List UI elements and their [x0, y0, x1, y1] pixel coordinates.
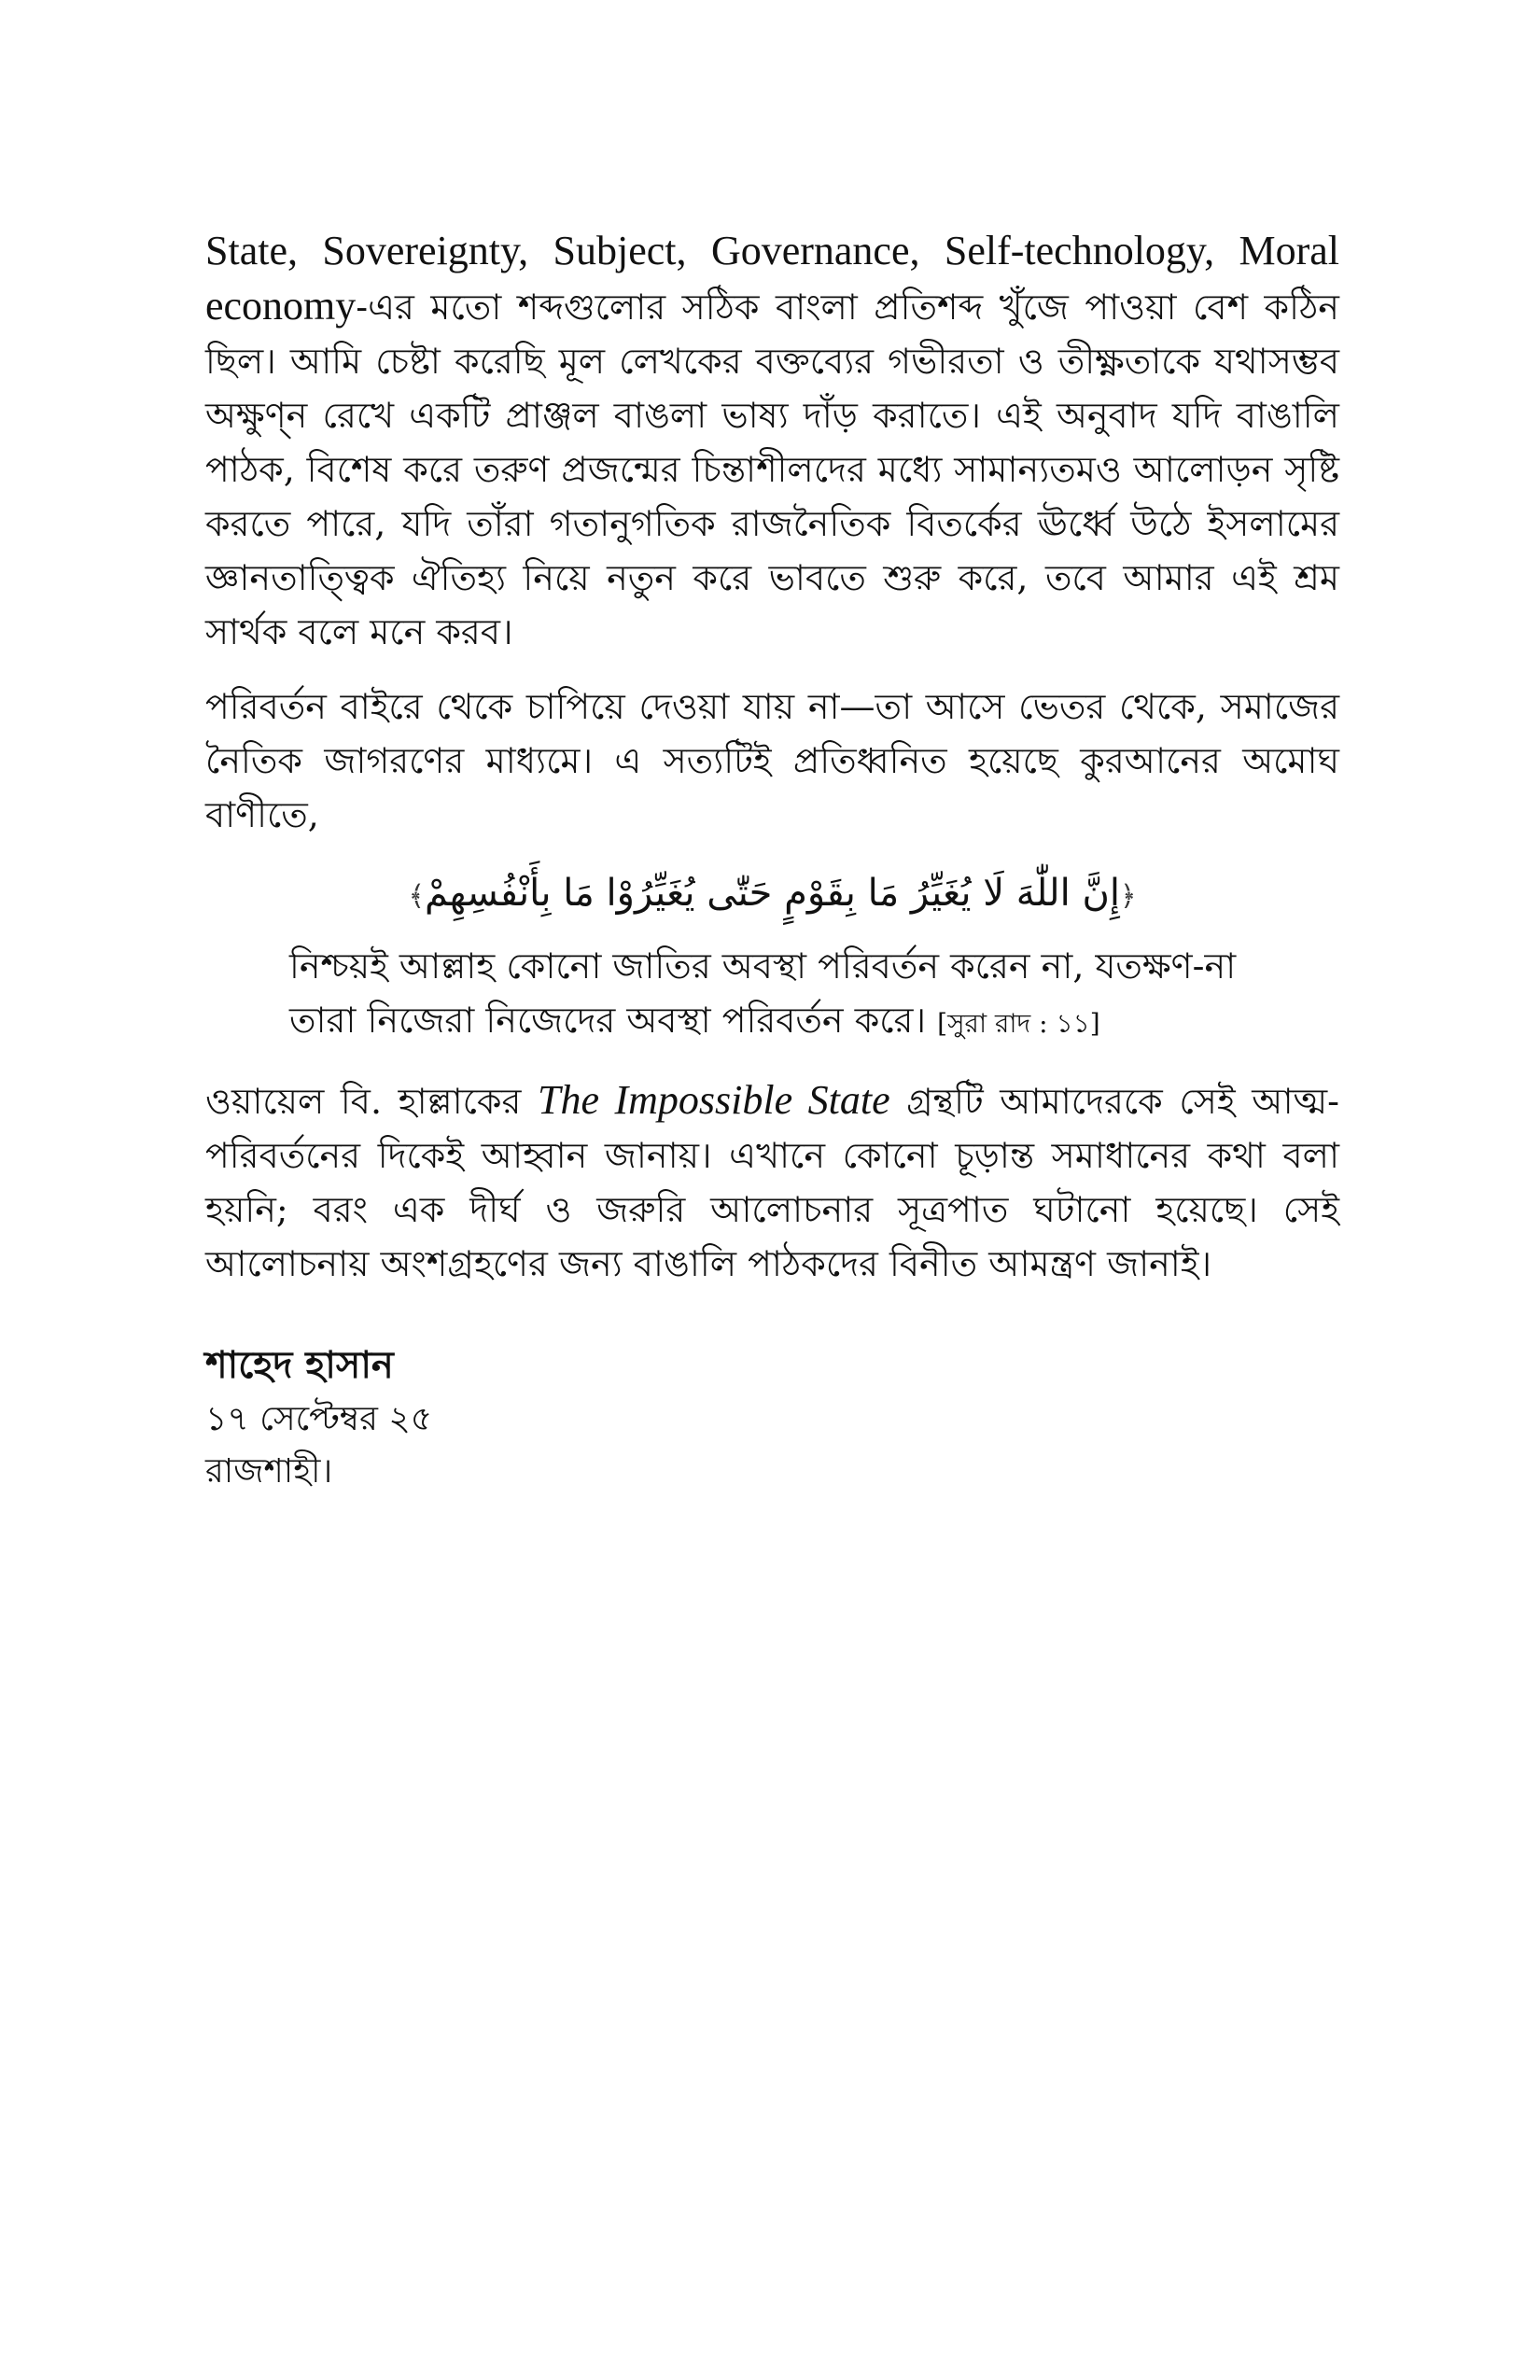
- paragraph-3-lead: ওয়ায়েল বি. হাল্লাকের: [205, 1081, 538, 1122]
- english-terms: State, Sovereignty, Subject, Governance, Self-technology, Moral economy: [205, 228, 1339, 329]
- signature-place: রাজশাহী।: [205, 1452, 333, 1491]
- paragraph-3-text: গ্রন্থটি আমাদেরকে সেই আত্ম-পরিবর্তনের দিকেই আহ্বান জানায়। এখানে কোনো চূড়ান্ত সমাধানের কথা বলা হয়নি; বরং এক দীর্ঘ ও জরুরি আলোচনার সূত্রপাত ঘটানো হয়েছে। সেই আলোচনায় অংশগ্রহণের জন্য বাঙালি পাঠকদের বিনীত আমন্ত্রণ জানাই।: [205, 1081, 1339, 1284]
- arabic-verse: [205, 861, 1339, 930]
- signature-block: [205, 1337, 1339, 1498]
- signature-date: ১৭ সেপ্টেম্বর ২৫: [205, 1400, 433, 1438]
- verse-translation-text: নিশ্চয়ই আল্লাহ কোনো জাতির অবস্থা পরিবর্তন করেন না, যতক্ষণ-না তারা নিজেরা নিজেদের অবস্থা পরিবর্তন করে।: [289, 945, 1237, 1041]
- paragraph-book-invitation: [205, 1073, 1339, 1291]
- verse-citation: [সুরা রাদ : ১১]: [937, 1008, 1100, 1039]
- paragraph-translation-note: [205, 224, 1339, 659]
- paragraph-change: পরিবর্তন বাইরে থেকে চাপিয়ে দেওয়া যায় না—তা আসে ভেতর থেকে, সমাজের নৈতিক জাগরণের মাধ্যমে। এ সত্যটিই প্রতিধ্বনিত হয়েছে কুরআনের অমোঘ বাণীতে,: [205, 686, 1339, 835]
- verse-close-bracket: ﴾: [408, 880, 426, 913]
- author-name: শাহেদ হাসান: [205, 1343, 394, 1387]
- paragraph-1-text: -এর মতো শব্দগুলোর সঠিক বাংলা প্রতিশব্দ খুঁজে পাওয়া বেশ কঠিন ছিল। আমি চেষ্টা করেছি মূল লেখকের বক্তব্যের গভীরতা ও তীক্ষ্ণতাকে যথাসম্ভব অক্ষুণ্ন রেখে একটি প্রাঞ্জল বাঙলা ভাষ্য দাঁড় করাতে। এই অনুবাদ যদি বাঙালি পাঠক, বিশেষ করে তরুণ প্রজন্মের চিন্তাশীলদের মধ্যে সামান্যতমও আলোড়ন সৃষ্টি করতে পারে, যদি তাঁরা গতানুগতিক রাজনৈতিক বিতর্কের ঊর্ধ্বে উঠে ইসলামের জ্ঞানতাত্ত্বিক ঐতিহ্য নিয়ে নতুন করে ভাবতে শুরু করে, তবে আমার এই শ্রম সার্থক বলে মনে করব।: [205, 287, 1339, 652]
- quran-verse-block: [205, 861, 1339, 1051]
- arabic-verse-text: إِنَّ اللّٰهَ لَا يُغَيِّرُ مَا بِقَوْمٍ حَتّٰى يُغَيِّرُوْا مَا بِأَنْفُسِهِمْ: [425, 872, 1120, 915]
- book-title: The Impossible State: [538, 1077, 890, 1123]
- verse-translation: [289, 939, 1274, 1051]
- document-page: [205, 224, 1339, 1498]
- verse-open-bracket: ﴿: [1119, 880, 1137, 913]
